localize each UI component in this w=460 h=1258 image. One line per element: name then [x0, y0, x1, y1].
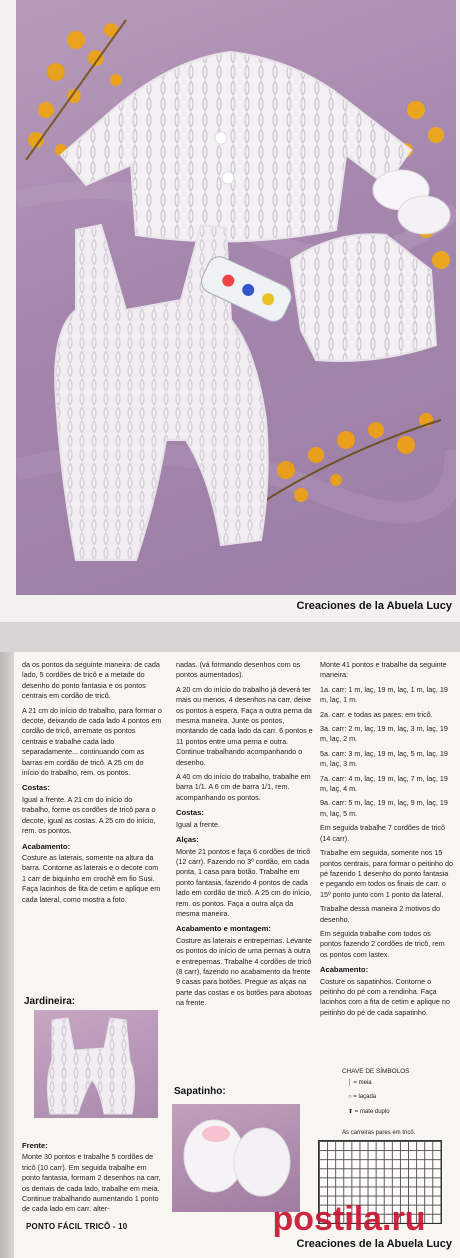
row-instruction: 3a. carr: 2 m, laç, 19 m, laç, 3 m, laç, 19 m, laç, 2 m.	[320, 724, 448, 744]
symbol-key-title: CHAVE DE SÍMBOLOS	[342, 1068, 410, 1075]
paragraph: A 21 cm do início do trabalho, para formar o decote, deixando de cada lado 4 pontos em cordão de tricô, arremate os pontos centrais e trabalhe cada lado separadamente... continuando com as barras em cordão de tricô. A 25 cm do início do trabalho, rem. os pontos.	[22, 705, 162, 778]
jardineira-illustration	[34, 1010, 158, 1118]
page-gap	[0, 622, 460, 652]
baby-knitwear-photo	[16, 0, 456, 595]
yellow-flowers-bottom	[277, 413, 433, 502]
row-instruction: 5a. carr: 3 m, laç, 19 m, laç, 5 m, laç, 19 m, laç, 3 m.	[320, 748, 448, 769]
yarn-over-symbol-icon: ○	[348, 1094, 354, 1100]
knit-vest	[291, 234, 436, 361]
section-heading-alcas: Alças:	[176, 835, 199, 845]
page-footer: PONTO FÁCIL TRICÔ - 10	[26, 1222, 128, 1231]
paragraph: A 40 cm do início do trabalho, trabalhe em barra 1/1. A 6 cm de barra 1/1, rem. acompanhando os pontos.	[176, 772, 311, 802]
paragraph: da os pontos da seguinte maneira: de cada lado, 5 cordões de tricô e a metade do desenho do ponto fantasia e os pontos centrais em cordão de tricô.	[22, 660, 160, 701]
paragraph: Em seguida trabalhe 7 cordões de tricô (14 carr).	[320, 823, 446, 843]
row-instruction: 2a. carr. e todas as pares: em tricô.	[320, 709, 433, 719]
page-credit: Creaciones de la Abuela Lucy	[296, 1238, 452, 1250]
instruction-column-1-continued	[22, 1136, 162, 1219]
paragraph: Monte 21 pontos e faça 6 cordões de tricô (12 carr). Fazendo no 3º cordão, em cada ponta, 1 casa para botão. Trabalhe em ponto fantasia, fazendo 4 pontos de cada lado em cordão de tricô. A 25 cm do início, rem. os pontos. Faça a outra alça da mesma maneira.	[176, 846, 312, 918]
paragraph: Trabalhe dessa maneira 2 motivos do desenho.	[320, 904, 440, 924]
watermark-text: postila.ru	[272, 1200, 426, 1238]
knit-symbol-icon: │	[348, 1080, 354, 1086]
paragraph: Igual a frente. A 21 cm do início do trabalho, forme os cordões de tricô para o decote, igual as costas. A 25 cm do início, rem. os pontos.	[22, 794, 156, 836]
row-instruction: 1a. carr: 1 m, laç, 19 m, laç, 1 m, laç, 19 m, laç, 1 m.	[320, 684, 448, 705]
photo-illustration	[16, 0, 456, 595]
section-heading-costas: Costas:	[22, 783, 50, 793]
page-binding-edge	[0, 652, 14, 1258]
row-instruction: 7a. carr: 4 m, laç, 19 m, laç, 7 m, laç, 19 m, laç, 4 m.	[320, 773, 448, 794]
paragraph: Costure as laterais e entrepernas. Levante os pontos do início de uma pernas à outra e entrepernas. Trabalhe 4 cordões de tricô (8 carr), fazendo no acabamento da frente 9 casas para botões. Pregue as alças na parte das costas e os botões para abotoas na frente.	[176, 935, 312, 1008]
paragraph: A 20 cm do início do trabalho já deverá ter mais ou menos, 4 desenhos na carr, deixe os pontos à espera. Faça a outra perna da mesma maneira. Junte os pontos, montando de cada lado da carr. 6 pontos e 11 pontos entre uma perna e outra. Continue trabalhando acompanhando o desenho.	[176, 684, 313, 767]
instruction-column-1	[22, 660, 162, 909]
section-title-sapatinho: Sapatinho:	[174, 1086, 226, 1097]
instruction-column-2	[176, 660, 314, 1013]
paragraph: Costure os sapatinhos. Contorne o peitinho do pé com a rendinha. Faça lacinhos com a fita de cetim e aplique no peitinho do pé de cada sapatinho.	[320, 976, 450, 1017]
chart-note: As carreiras pares em tricô.	[342, 1130, 416, 1136]
paragraph: Monte 41 pontos e trabalhe da seguinte maneira:	[320, 660, 447, 680]
symbol-key-item: ⬆ = mate duplo	[348, 1109, 390, 1115]
instruction-column-3	[320, 660, 454, 1022]
photo-page	[0, 0, 460, 622]
section-heading-acabamento: Acabamento:	[320, 965, 369, 975]
paragraph: Costure as laterais, somente na altura da barra. Contorne as laterais e o decote com 1 carr de biquinho em crochê em fio Susi. Faça lacinhos de fita de cetim e aplique em cada lateral, como mostra a foto.	[22, 852, 161, 904]
section-heading-costas: Costas:	[176, 808, 204, 818]
photo-credit: Creaciones de la Abuela Lucy	[296, 600, 452, 612]
row-instruction: 9a. carr: 5 m, laç, 19 m, laç, 9 m, laç, 19 m, laç, 5 m.	[320, 798, 448, 818]
watermark-logo	[246, 1192, 452, 1242]
paragraph: Monte 30 pontos e trabalhe 5 cordões de tricô (10 carr). Em seguida trabalhe em ponto fantasia, formam 2 desenhos na carr, os demais de cada lado, trabalhe em meia. Continue trabalhando aumentando 1 ponto de cada lado em carr. alter-	[22, 1152, 161, 1214]
symbol-key-item: ○ = laçada	[348, 1094, 377, 1100]
symbol-key-item: │ = meia	[348, 1080, 372, 1086]
section-heading-frente: Frente:	[22, 1141, 48, 1150]
paragraph: Em seguida trabalhe com todos os pontos fazendo 2 cordões de tricô, rem os pontos com lastex.	[320, 928, 445, 959]
section-title-jardineira: Jardineira:	[24, 996, 76, 1007]
section-heading-acabamento: Acabamento:	[22, 841, 71, 851]
double-decrease-symbol-icon: ⬆	[348, 1109, 355, 1115]
paragraph: nadas. (vá formando desenhos com os pontos aumentados).	[176, 660, 301, 680]
paragraph: Trabalhe em seguida, somente nos 15 pontos centrais, para formar o peitinho do pé fazendo 1 desenho do ponto fantasia e pegando em todos os finais de carr. o 15º ponto junto com 1 ponto da lateral.	[320, 848, 454, 899]
section-heading-acabamento-montagem: Acabamento e montagem:	[176, 924, 271, 934]
jardineira-photo	[34, 1010, 158, 1118]
paragraph: Igual a frente.	[176, 819, 220, 829]
